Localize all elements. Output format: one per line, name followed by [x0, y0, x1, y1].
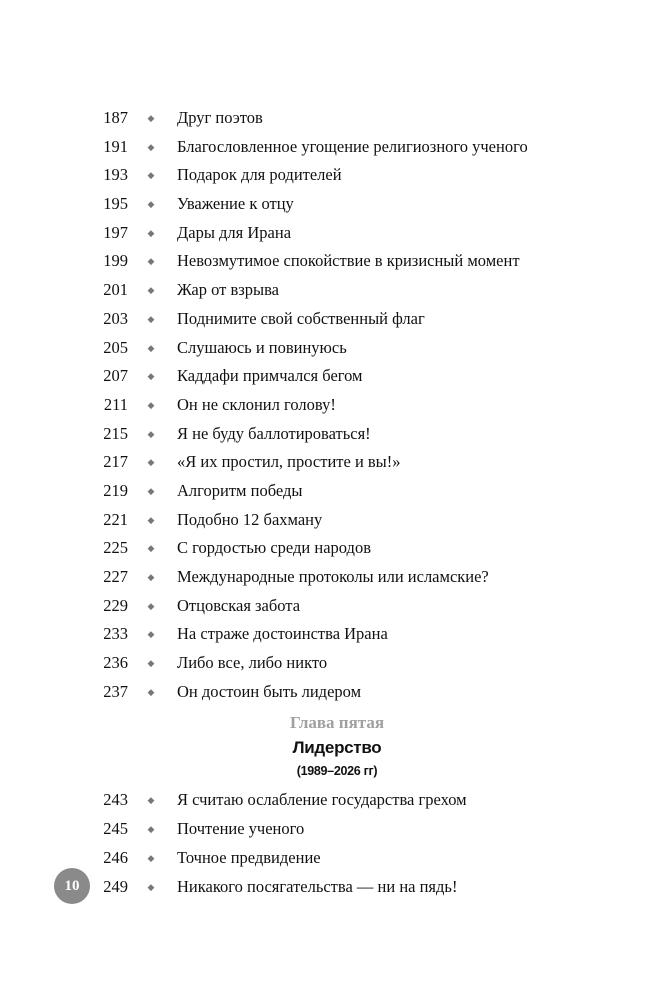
toc-page-number: 215 [103, 423, 128, 443]
toc-entry-title: Подарок для родителей [177, 165, 342, 185]
toc-entry-title: Подобно 12 бахману [177, 509, 323, 529]
toc-entry [0, 620, 668, 649]
diamond-bullet-icon: ◆ [147, 141, 155, 152]
toc-entry [0, 305, 668, 334]
chapter-heading [0, 710, 668, 784]
diamond-bullet-icon: ◆ [147, 658, 155, 669]
chapter-title: Лидерство [292, 738, 382, 758]
diamond-bullet-icon: ◆ [147, 113, 155, 123]
toc-entry [0, 873, 668, 902]
diamond-bullet-icon: ◆ [147, 852, 155, 863]
toc-entry-title: Никакого посягательства — ни на пядь! [177, 876, 458, 896]
toc-page-number: 219 [103, 480, 128, 500]
toc-page-number: 229 [103, 595, 128, 615]
page-folio-badge: 10 [54, 868, 90, 904]
toc-entry [0, 844, 668, 873]
toc-page-number: 245 [103, 819, 128, 839]
toc-entry [0, 678, 668, 707]
diamond-bullet-icon: ◆ [147, 428, 155, 439]
toc-page-number: 207 [103, 366, 128, 386]
toc-page-number: 187 [103, 108, 128, 127]
diamond-bullet-icon: ◆ [147, 227, 155, 238]
table-of-contents [0, 104, 668, 901]
diamond-bullet-icon: ◆ [147, 313, 155, 324]
toc-entry-title: Невозмутимое спокойствие в кризисный момент [177, 251, 520, 271]
diamond-bullet-icon: ◆ [147, 572, 155, 582]
toc-entry-title: «Я их простил, простите и вы!» [177, 452, 401, 472]
toc-entry [0, 420, 668, 449]
toc-entry-title: Точное предвидение [177, 847, 321, 867]
diamond-bullet-icon: ◆ [147, 371, 155, 382]
diamond-bullet-icon: ◆ [147, 457, 155, 468]
diamond-bullet-icon: ◆ [147, 600, 155, 611]
toc-section-before [0, 104, 668, 706]
toc-entry-title: Международные протоколы или исламские? [177, 567, 489, 586]
toc-page-number: 243 [103, 790, 128, 810]
toc-page-number: 199 [103, 251, 128, 271]
toc-page-number: 249 [103, 876, 128, 896]
diamond-bullet-icon: ◆ [147, 881, 155, 892]
toc-entry [0, 219, 668, 248]
toc-page-number: 233 [103, 624, 128, 644]
toc-page-number: 221 [103, 509, 128, 529]
toc-entry [0, 592, 668, 621]
toc-entry [0, 563, 668, 592]
toc-page-number: 193 [103, 165, 128, 185]
toc-page-number: 227 [103, 567, 128, 586]
toc-entry [0, 161, 668, 190]
toc-entry [0, 815, 668, 844]
toc-entry-title: Он не склонил голову! [177, 394, 336, 414]
toc-entry-title: Уважение к отцу [177, 194, 294, 214]
toc-entry-title: Поднимите свой собственный флаг [177, 308, 425, 328]
diamond-bullet-icon: ◆ [147, 342, 155, 353]
toc-entry-title: Дары для Ирана [177, 222, 292, 242]
toc-entry-title: Друг поэтов [177, 108, 263, 127]
toc-page-number: 237 [103, 681, 128, 701]
toc-page-number: 205 [103, 337, 128, 357]
toc-entry [0, 391, 668, 420]
toc-entry [0, 786, 668, 815]
diamond-bullet-icon: ◆ [147, 824, 155, 835]
toc-entry [0, 276, 668, 305]
diamond-bullet-icon: ◆ [147, 485, 155, 496]
toc-page-number: 203 [103, 308, 128, 328]
toc-page-number: 217 [103, 452, 128, 472]
diamond-bullet-icon: ◆ [147, 629, 155, 640]
diamond-bullet-icon: ◆ [147, 399, 155, 410]
toc-page-number: 195 [103, 194, 128, 214]
toc-entry [0, 506, 668, 535]
toc-entry [0, 477, 668, 506]
diamond-bullet-icon: ◆ [147, 199, 155, 210]
toc-page-number: 246 [103, 847, 128, 867]
toc-entry-title: Слушаюсь и повинуюсь [177, 337, 347, 357]
toc-entry [0, 104, 668, 133]
toc-entry [0, 247, 668, 276]
toc-page-number: 197 [103, 222, 128, 242]
diamond-bullet-icon: ◆ [147, 543, 155, 554]
toc-page-number: 225 [103, 538, 128, 558]
toc-entry [0, 133, 668, 162]
toc-entry [0, 534, 668, 563]
toc-entry-title: С гордостью среди народов [177, 538, 371, 558]
diamond-bullet-icon: ◆ [147, 795, 155, 806]
toc-section-after [0, 786, 668, 901]
toc-entry-title: Я не буду баллотироваться! [177, 423, 371, 443]
toc-entry-title: Отцовская забота [177, 595, 301, 615]
diamond-bullet-icon: ◆ [147, 514, 155, 525]
toc-entry-title: На страже достоинства Ирана [177, 624, 388, 644]
toc-page-number: 191 [103, 136, 128, 156]
diamond-bullet-icon: ◆ [147, 285, 155, 296]
toc-entry [0, 448, 668, 477]
chapter-years: (1989–2026 гг) [296, 764, 378, 779]
toc-entry [0, 190, 668, 219]
diamond-bullet-icon: ◆ [147, 686, 155, 697]
toc-page-number: 201 [103, 280, 128, 300]
toc-entry-title: Я считаю ослабление государства грехом [177, 790, 467, 810]
toc-entry-title: Каддафи примчался бегом [177, 366, 363, 386]
toc-entry-title: Почтение ученого [177, 819, 305, 839]
toc-entry [0, 334, 668, 363]
toc-entry-title: Либо все, либо никто [177, 653, 328, 673]
diamond-bullet-icon: ◆ [147, 170, 155, 181]
toc-entry-title: Он достоин быть лидером [177, 681, 362, 701]
diamond-bullet-icon: ◆ [147, 256, 155, 267]
toc-page-number: 236 [103, 653, 128, 673]
toc-entry-title: Алгоритм победы [177, 480, 303, 500]
toc-entry [0, 362, 668, 391]
toc-entry-title: Жар от взрыва [177, 280, 279, 300]
chapter-label: Глава пятая [289, 713, 385, 733]
toc-entry [0, 649, 668, 678]
toc-page-number: 211 [103, 394, 128, 414]
toc-entry-title: Благословленное угощение религиозного ученого [177, 136, 528, 156]
